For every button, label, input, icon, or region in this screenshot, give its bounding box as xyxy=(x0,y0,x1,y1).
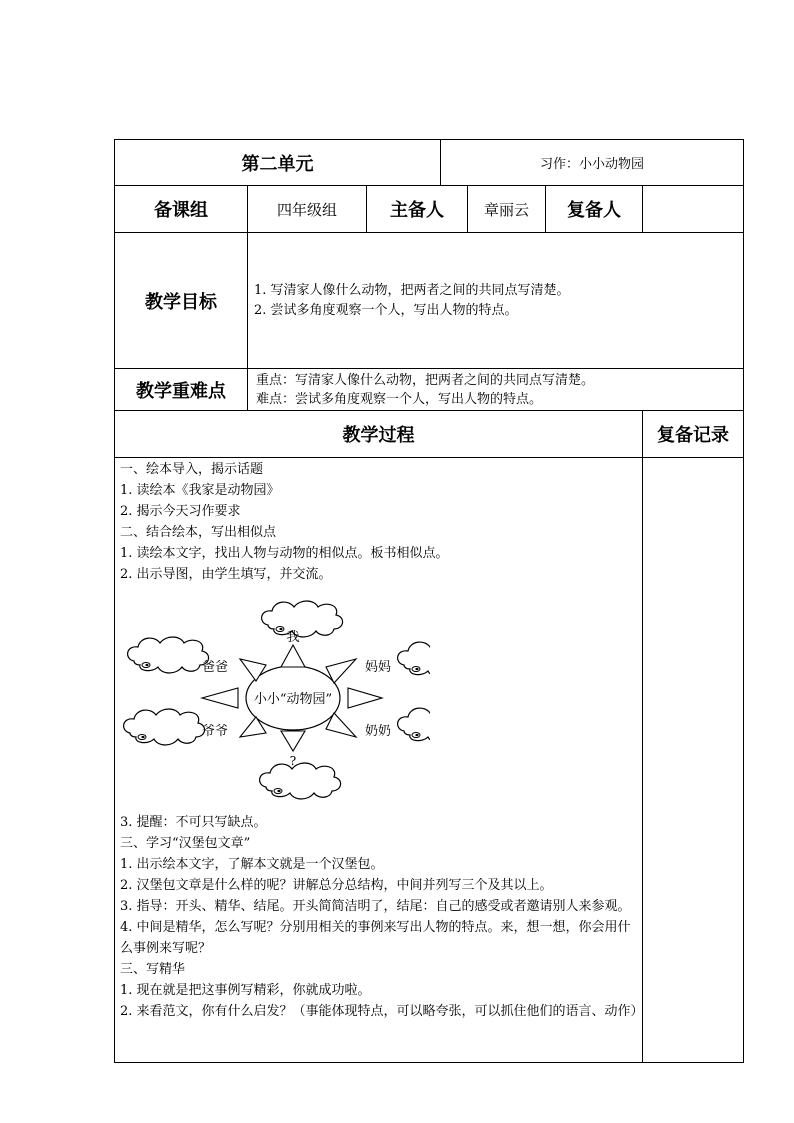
topic-title: 习作：小小动物园 xyxy=(539,157,644,172)
label-grandma: 奶奶 xyxy=(364,724,392,739)
process-header-cell xyxy=(114,410,643,458)
keypoints-content-cell xyxy=(247,368,744,411)
label-me: 我 xyxy=(286,630,300,645)
lead-label-cell xyxy=(366,185,468,233)
review-label-cell xyxy=(545,185,643,233)
goals-label: 教学目标 xyxy=(145,291,217,313)
goal-item: 1. 写清家人像什么动物，把两者之间的共同点写清楚。 xyxy=(254,282,570,298)
review-record-header-cell xyxy=(642,410,744,458)
process-line: 三、写精华 xyxy=(120,962,186,977)
cloud-shape xyxy=(124,709,205,745)
process-lines-bottom xyxy=(120,812,644,1022)
group-value-cell xyxy=(247,185,367,233)
process-line: 1. 出示绘本文字，了解本文就是一个汉堡包。 xyxy=(120,857,384,872)
review-value-cell xyxy=(642,185,744,233)
process-line: 二、结合绘本，写出相似点 xyxy=(120,525,277,540)
unit-title: 第二单元 xyxy=(241,153,314,175)
review-label: 复备人 xyxy=(567,200,621,221)
process-line: 4. 中间是精华，怎么写呢？分别用相关的事例来写出人物的特点。来，想一想，你会用什么事例来写呢？ xyxy=(120,920,631,956)
unit-cell xyxy=(114,139,441,186)
lead-value: 章丽云 xyxy=(483,200,529,219)
label-mom: 妈妈 xyxy=(364,660,392,675)
process-line: 1. 现在就是把这事例写精彩，你就成功啦。 xyxy=(120,983,371,998)
lead-label: 主备人 xyxy=(390,200,444,221)
label-dad: 爸爸 xyxy=(201,660,229,675)
goals-label-cell xyxy=(114,232,248,369)
process-lines-top xyxy=(120,459,640,585)
process-line: 2. 出示导图，由学生填写，并交流。 xyxy=(120,567,332,582)
center-label: 小小“动物园” xyxy=(253,692,333,707)
cloud-shape xyxy=(398,641,430,677)
ray-left xyxy=(202,688,238,708)
goal-item: 2. 尝试多角度观察一个人，写出人物的特点。 xyxy=(254,302,518,318)
review-record-body-cell xyxy=(642,457,744,1063)
label-grandpa: 爷爷 xyxy=(201,724,229,739)
topic-cell xyxy=(440,139,744,186)
keypoints-label: 教学重难点 xyxy=(136,380,226,402)
process-label: 教学过程 xyxy=(342,425,415,446)
group-label-cell xyxy=(114,185,248,233)
cloud-shape xyxy=(260,763,341,799)
goals-content-cell xyxy=(247,232,744,369)
ray-top xyxy=(281,645,305,667)
group-value: 四年级组 xyxy=(276,200,337,219)
key-point: 重点：写清家人像什么动物，把两者之间的共同点写清楚。 xyxy=(256,372,595,388)
ray-bottom xyxy=(281,731,305,751)
cloud-shape xyxy=(262,601,343,637)
review-record-label: 复备记录 xyxy=(657,425,729,446)
process-line: 1. 读绘本《我家是动物园》 xyxy=(120,483,280,498)
group-label: 备课组 xyxy=(154,200,208,221)
process-line: 2. 揭示今天习作要求 xyxy=(120,504,241,519)
ray-right xyxy=(348,688,382,708)
label-unknown: ? xyxy=(289,754,297,768)
process-line: 2. 汉堡包文章是什么样的呢？讲解总分总结构，中间并列写三个及其以上。 xyxy=(120,878,553,893)
lead-value-cell xyxy=(467,185,546,233)
keypoints-label-cell xyxy=(114,368,248,411)
process-line: 3. 指导：开头、精华、结尾。开头简简洁明了，结尾：自己的感受或者邀请别人来参观。 xyxy=(120,899,631,914)
process-line: 1. 读绘本文字，找出人物与动物的相似点。板书相似点。 xyxy=(120,546,449,561)
difficulty-point: 难点：尝试多角度观察一个人，写出人物的特点。 xyxy=(256,391,543,407)
process-line: 三、学习“汉堡包文章” xyxy=(120,836,251,851)
cloud-shape xyxy=(398,707,430,743)
cloud-shape xyxy=(128,637,209,673)
process-line: 2. 来看范文，你有什么启发？（事能体现特点，可以略夸张，可以抓住他们的语言、动作） xyxy=(120,1004,644,1019)
process-line: 一、绘本导入，揭示话题 xyxy=(120,462,264,477)
process-line: 3. 提醒：不可只写缺点。 xyxy=(120,815,267,830)
mind-map-diagram xyxy=(120,595,430,805)
